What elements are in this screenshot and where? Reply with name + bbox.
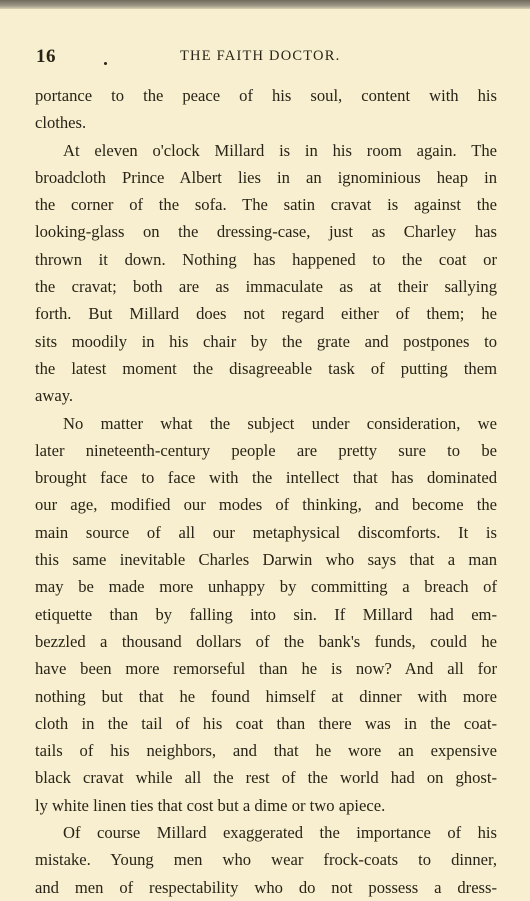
page-number: 16 xyxy=(36,46,56,67)
text-line: At eleven o'clock Millard is in his room again. The xyxy=(63,140,497,160)
text-line: our age, modified our modes of thinking, and become the xyxy=(35,495,497,515)
text-line: No matter what the subject under consideration, we xyxy=(63,413,497,433)
page-top-edge xyxy=(0,0,530,9)
text-line: brought face to face with the intellect that has dominated xyxy=(35,468,497,488)
text-line: etiquette than by falling into sin. If Millard had em- xyxy=(35,604,497,624)
text-line: forth. But Millard does not regard either of them; he xyxy=(35,304,497,324)
text-line: portance to the peace of his soul, content with his xyxy=(35,86,497,105)
page-header xyxy=(0,46,530,70)
text-line: bezzled a thousand dollars of the bank's funds, could he xyxy=(35,631,497,651)
text-line: away. xyxy=(35,386,74,406)
text-line: and men of respectability who do not possess a dress- xyxy=(35,877,497,897)
text-line: clothes. xyxy=(35,113,87,133)
ink-dot xyxy=(104,62,107,65)
text-line: this same inevitable Charles Darwin who says that a man xyxy=(35,550,497,570)
text-line: looking-glass on the dressing-case, just as Charley has xyxy=(35,222,497,242)
text-line: black cravat while all the rest of the world had on ghost- xyxy=(35,768,497,788)
text-line: mistake. Young men who wear frock-coats to dinner, xyxy=(35,850,497,870)
running-title: THE FAITH DOCTOR. xyxy=(180,48,341,64)
text-line: later nineteenth-century people are pretty sure to be xyxy=(35,440,497,460)
text-line: the latest moment the disagreeable task of putting them xyxy=(35,358,497,378)
text-line: ly white linen ties that cost but a dime or two apiece. xyxy=(35,795,386,815)
text-line: broadcloth Prince Albert lies in an ignominious heap in xyxy=(35,167,497,187)
text-line: tails of his neighbors, and that he wore an expensive xyxy=(35,741,497,761)
text-line: the corner of the sofa. The satin cravat is against the xyxy=(35,195,497,215)
text-line: thrown it down. Nothing has happened to the coat or xyxy=(35,249,497,269)
text-line: nothing but that he found himself at dinner with more xyxy=(35,686,497,706)
text-line: cloth in the tail of his coat than there was in the coat- xyxy=(35,713,497,733)
text-line: the cravat; both are as immaculate as at their sallying xyxy=(35,277,497,297)
text-line: sits moodily in his chair by the grate and postpones to xyxy=(35,331,497,351)
body-text xyxy=(35,82,497,901)
text-line: Of course Millard exaggerated the importance of his xyxy=(63,823,497,843)
text-line: have been more remorseful than he is now? And all for xyxy=(35,659,497,679)
text-line: main source of all our metaphysical discomforts. It is xyxy=(35,522,497,542)
text-line: may be made more unhappy by committing a breach of xyxy=(35,577,497,597)
